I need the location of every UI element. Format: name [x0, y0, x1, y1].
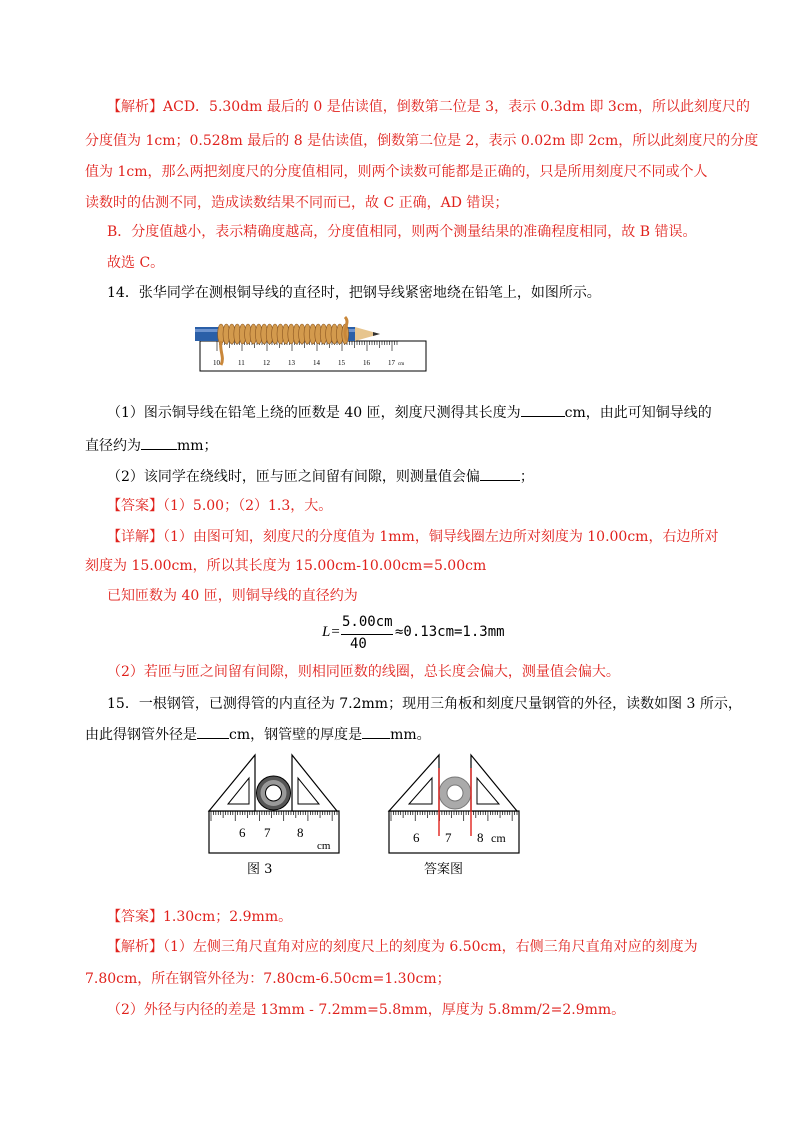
ruler-tick-label: 10 [213, 359, 220, 367]
q15-analysis: 【解析】（1）左侧三角尺直角对应的刻度尺上的刻度为 6.50cm，右侧三角尺直角对应的刻度为 [107, 939, 698, 955]
ruler-tick-label: 6 [239, 825, 246, 840]
formula-rhs: ≈0.13cm=1.3mm [395, 624, 505, 640]
pencil-wire-ruler-figure [195, 307, 435, 377]
q14-part1 [107, 402, 712, 423]
formula-numerator: 5.00cm [342, 614, 393, 630]
q15-stem-text-a: 由此得钢管外径是 [85, 727, 197, 743]
ruler-tick-label: 6 [413, 830, 420, 845]
figure-3-caption: 图 3 [247, 862, 273, 877]
q14-detail: 已知匝数为 40 匝，则铜导线的直径约为 [107, 588, 358, 604]
answer-blank [480, 466, 520, 481]
question-14-stem: 14．张华同学在测根铜导线的直径时，把钢导线紧密地绕在铅笔上，如图所示。 [107, 285, 601, 301]
ruler-unit-label: cm [317, 840, 331, 852]
analysis-line: 【解析】ACD．5.30dm 最后的 0 是估读值，倒数第二位是 3，表示 0.3dm 即 3cm，所以此刻度尺的 [107, 99, 750, 115]
q14-part2 [107, 466, 534, 487]
formula-denominator: 40 [350, 636, 367, 652]
question-15-stem-cont [85, 724, 431, 745]
q14-part1-text-b: cm，由此可知铜导线的 [564, 405, 712, 421]
figure-3-triangles-pipe [205, 748, 345, 858]
formula-lhs: L= [322, 624, 341, 640]
analysis-line: 故选 C。 [107, 255, 165, 271]
q14-part1-cont [85, 435, 218, 456]
q15-analysis: 7.80cm，所在钢管外径为：7.80cm-6.50cm=1.30cm； [85, 971, 451, 987]
analysis-line: 读数时的估测不同，造成读数结果不同而已，故 C 正确，AD 错误； [85, 195, 509, 211]
answer-figure-caption: 答案图 [424, 862, 464, 877]
answer-blank [141, 435, 177, 450]
q14-part1-text-a: （1）图示铜导线在铅笔上绕的匝数是 40 匝，刻度尺测得其长度为 [107, 405, 521, 421]
ruler-tick-label: 15 [338, 359, 345, 367]
analysis-line: B．分度值越小，表示精确度越高，分度值相同，则两个测量结果的准确程度相同，故 B 错误。 [107, 224, 697, 240]
q14-detail: 刻度为 15.00cm，所以其长度为 15.00cm-10.00cm=5.00cm [85, 558, 487, 574]
q15-stem-text-c: mm。 [390, 727, 431, 743]
answer-blank [521, 402, 565, 417]
q14-detail: （2）若匝与匝之间留有间隙，则相同匝数的线圈，总长度会偏大，测量值会偏大。 [107, 664, 620, 680]
ruler-tick-label: 12 [263, 359, 270, 367]
ruler-tick-label: 14 [313, 359, 320, 367]
analysis-line: 分度值为 1cm；0.528m 最后的 8 是估读值，倒数第二位是 2，表示 0.02m 即 2cm，所以此刻度尺的分度 [85, 133, 759, 149]
ruler-tick-label: 8 [477, 830, 484, 845]
copper-wire-coil [218, 324, 349, 344]
answer-blank [197, 724, 229, 739]
q14-part2-text-a: （2）该同学在绕线时，匝与匝之间留有间隙，则测量值会偏 [107, 469, 480, 485]
ruler-unit-label: cm [398, 362, 405, 367]
steel-pipe-inner [447, 785, 463, 801]
q14-answer: 【答案】（1）5.00；（2）1.3，大。 [107, 498, 333, 514]
analysis-line: 值为 1cm，那么两把刻度尺的分度值相同，则两个读数可能都是正确的，只是所用刻度尺不同或个人 [85, 164, 708, 180]
ruler-tick-label: 7 [264, 825, 271, 840]
q14-part1-text-c: 直径约为 [85, 438, 141, 454]
ruler-unit-label: cm [491, 831, 506, 845]
ruler-tick-label: 16 [363, 359, 370, 367]
fraction-bar [341, 634, 393, 635]
ruler-tick-label: 11 [238, 359, 245, 367]
answer-figure-triangles-pipe [385, 748, 525, 858]
answer-blank [362, 724, 390, 739]
question-15-stem: 15．一根钢管，已测得管的内直径为 7.2mm；现用三角板和刻度尺量钢管的外径，读数如图 3 所示， [107, 696, 742, 712]
ruler-tick-label: 13 [288, 359, 295, 367]
ruler-tick-label: 8 [297, 825, 304, 840]
ruler-tick-label: 7 [445, 830, 452, 845]
q15-stem-text-b: cm，钢管壁的厚度是 [229, 727, 363, 743]
q14-detail: 【详解】（1）由图可知，刻度尺的分度值为 1mm，铜导线圈左边所对刻度为 10.00cm，右边所对 [107, 529, 719, 545]
ruler-tick-label: 17 [388, 359, 395, 367]
q14-part2-text-b: ； [519, 469, 534, 485]
steel-pipe-inner [266, 785, 282, 801]
q15-analysis: （2）外径与内径的差是 13mm - 7.2mm=5.8mm，厚度为 5.8mm/2=2.9mm。 [107, 1002, 626, 1018]
q14-part1-text-d: mm； [177, 438, 218, 454]
q15-answer: 【答案】1.30cm；2.9mm。 [107, 909, 293, 925]
